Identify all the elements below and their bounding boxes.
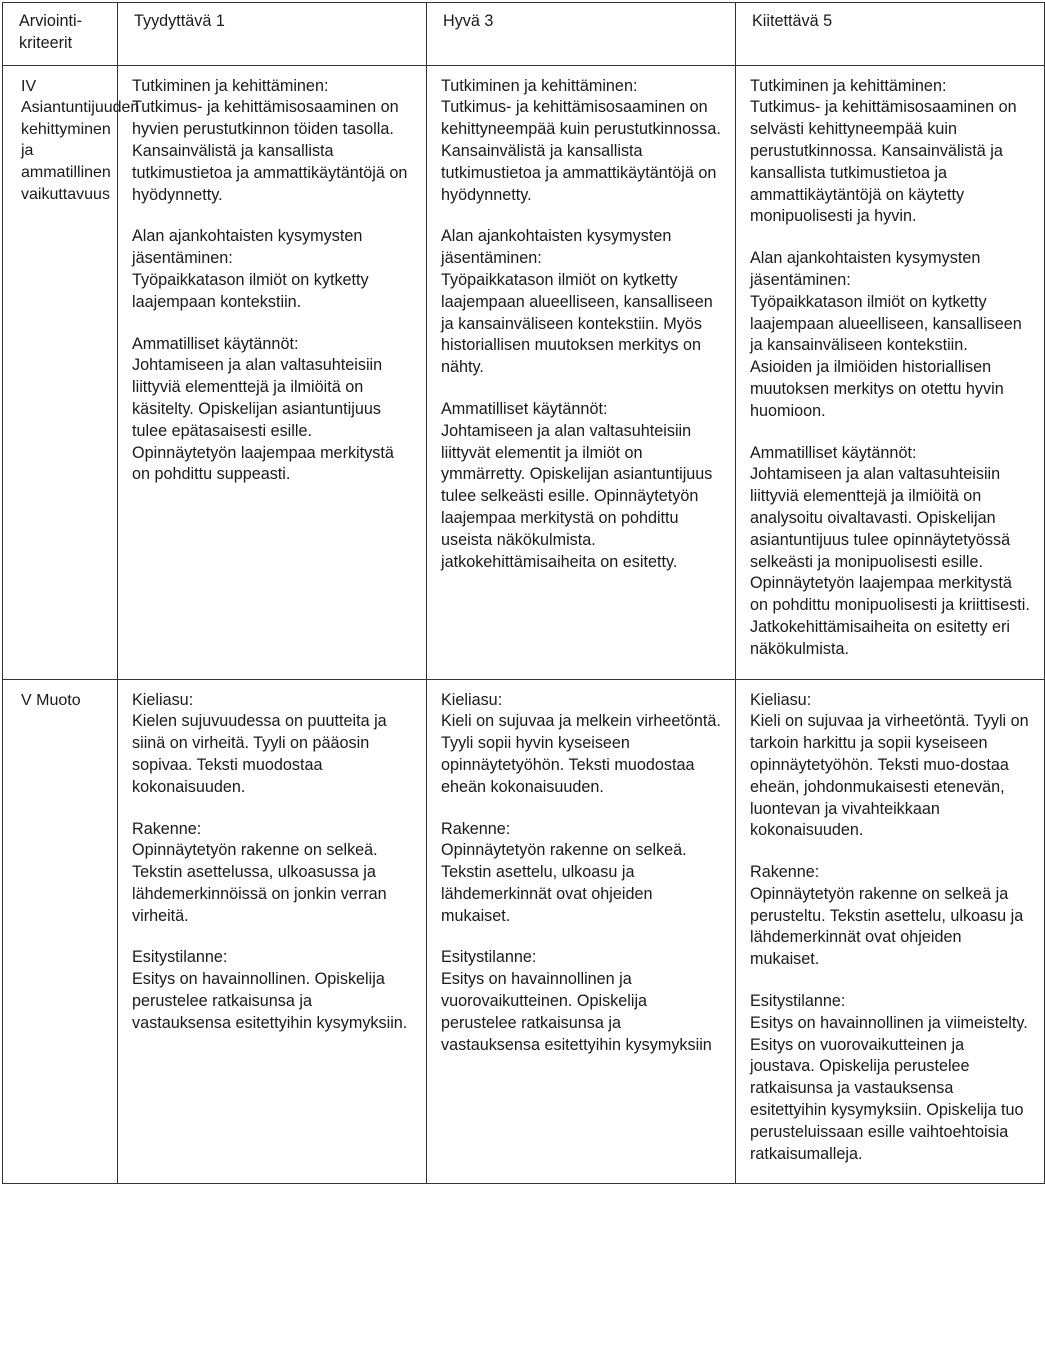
criterion-text: Kieli on sujuvaa ja virheetöntä. Tyyli on tarkoin harkittu ja sopii kyseiseen opinnäytetyöhön. Teksti muo-dostaa eheän, johdonmukaisesti etenevän, luontevan ja vivahteikkaan kokonaisuuden. — [750, 712, 1029, 840]
criterion-block — [750, 248, 1030, 422]
level-header-5: Kiitettävä 5 — [736, 3, 1045, 66]
section-title: V Muoto — [3, 679, 118, 1184]
criterion-text: Tutkimus- ja kehittämisosaaminen on hyvien perustutkinnon töiden tasolla. Kansainvälistä ja kansallista tutkimustietoa ja ammattikäytäntöjä on hyödynnetty. — [132, 98, 408, 204]
criterion-text: Tutkimus- ja kehittämisosaaminen on selvästi kehittyneempää kuin perustutkinnossa. Kansainvälistä ja kansallista tutkimustietoa ja ammattikäytäntöjä on käytetty monipuolisesti ja hyvin. — [750, 98, 1017, 226]
criterion-heading: Kieliasu: — [750, 690, 812, 709]
criterion-text: Esitys on havainnollinen ja vuorovaikutteinen. Opiskelija perustelee ratkaisunsa ja vastauksensa esitettyihin kysymyksiin — [441, 970, 712, 1054]
section-row-v — [3, 679, 1045, 1184]
level-header-3: Hyvä 3 — [427, 3, 736, 66]
criterion-text: Esitys on havainnollinen. Opiskelija perustelee ratkaisunsa ja vastauksensa esitettyihin kysymyksiin. — [132, 970, 408, 1032]
criterion-block — [132, 226, 412, 313]
criterion-heading: Kieliasu: — [441, 690, 503, 709]
criterion-block — [132, 819, 412, 928]
criterion-heading: Ammatilliset käytännöt: — [750, 443, 917, 462]
criterion-heading: Alan ajankohtaisten kysymysten jäsentäminen: — [750, 249, 981, 289]
criterion-text: Johtamiseen ja alan valtasuhteisiin liittyvät elementit ja ilmiöt on ymmärretty. Opiskelijan asiantuntijuus tulee selkeästi esille. Opinnäytetyön laajempaa merkitystä on pohdittu useista näkökulmista. jatkokehittämisaiheita on esitetty. — [441, 421, 713, 571]
section-row-iv — [3, 65, 1045, 679]
criterion-text: Esitys on havainnollinen ja viimeistelty. Esitys on vuorovaikutteinen ja joustava. Opiskelija perustelee ratkaisunsa ja vastauksensa esitettyihin kysymyksiin. Opiskelija tuo perusteluissaan esille vaihtoehtoisia ratkaisumalleja. — [750, 1013, 1028, 1163]
rubric-cell — [118, 65, 427, 679]
criterion-heading: Kieliasu: — [132, 690, 194, 709]
criterion-block — [441, 76, 721, 207]
rubric-cell — [736, 679, 1045, 1184]
criterion-text: Opinnäytetyön rakenne on selkeä. Tekstin asettelu, ulkoasu ja lähdemerkinnät ovat ohjeiden mukaiset. — [441, 841, 687, 925]
criterion-heading: Alan ajankohtaisten kysymysten jäsentäminen: — [132, 227, 363, 268]
criterion-text: Johtamiseen ja alan valtasuhteisiin liittyviä elementtejä ja ilmiöitä on käsitelty. Opiskelijan asiantuntijuus tulee epätasaisesti esille. Opinnäytetyön laajempaa merkitystä on pohdittu suppeasti. — [132, 356, 394, 484]
criterion-block — [441, 399, 721, 573]
criterion-text: Työpaikkatason ilmiöt on kytketty laajempaan kontekstiin. — [132, 270, 369, 311]
criterion-block — [132, 76, 412, 207]
criterion-block — [441, 690, 721, 799]
criterion-block — [750, 862, 1030, 971]
criterion-heading: Tutkiminen ja kehittäminen: — [750, 76, 947, 95]
rubric-cell — [427, 65, 736, 679]
criterion-text: Työpaikkatason ilmiöt on kytketty laajempaan alueelliseen, kansalliseen ja kansainväliseen kontekstiin. Asioiden ja ilmiöiden historiallisen muutoksen merkitys on otettu hyvin huomioon. — [750, 292, 1022, 420]
level-header-1: Tyydyttävä 1 — [118, 3, 427, 66]
criterion-block — [750, 443, 1030, 661]
criterion-text: Johtamiseen ja alan valtasuhteisiin liittyviä elementtejä ja ilmiöitä on analysoitu oivaltavasti. Opiskelijan asiantuntijuus tulee opinnäytetyössä selkeästi ja monipuolisesti esille. Opinnäytetyön laajempaa merkitystä on pohdittu monipuolisesti ja kriittisesti. Jatkokehittämisaiheita on esitetty eri näkökulmista. — [750, 465, 1030, 658]
criterion-block — [132, 947, 412, 1034]
criterion-text: Kielen sujuvuudessa on puutteita ja siinä on virheitä. Tyyli on pääosin sopivaa. Teksti muodostaa kokonaisuuden. — [132, 712, 387, 796]
criterion-block — [750, 76, 1030, 229]
criterion-heading: Rakenne: — [750, 863, 820, 882]
criterion-block — [750, 991, 1030, 1165]
rubric-table — [2, 2, 1045, 1184]
criterion-block — [750, 690, 1030, 843]
criterion-heading: Tutkiminen ja kehittäminen: — [132, 76, 329, 95]
rubric-cell — [427, 679, 736, 1184]
criterion-heading: Rakenne: — [132, 819, 202, 838]
criterion-block — [441, 819, 721, 928]
criterion-block — [441, 226, 721, 379]
rubric-cell — [118, 679, 427, 1184]
criterion-text: Työpaikkatason ilmiöt on kytketty laajempaan alueelliseen, kansalliseen ja kansainväliseen kontekstiin. Myös historiallisen muutoksen merkitys on nähty. — [441, 270, 713, 377]
criterion-heading: Ammatilliset käytännöt: — [132, 334, 299, 353]
criterion-block — [132, 334, 412, 487]
criterion-heading: Esitystilanne: — [750, 992, 846, 1011]
criterion-block — [132, 690, 412, 799]
criterion-heading: Alan ajankohtaisten kysymysten jäsentäminen: — [441, 227, 672, 268]
section-title: IV Asiantuntijuuden kehittyminen ja ammatillinen vaikuttavuus — [3, 65, 118, 679]
criterion-heading: Ammatilliset käytännöt: — [441, 399, 608, 418]
criterion-text: Kieli on sujuvaa ja melkein virheetöntä. Tyyli sopii hyvin kyseiseen opinnäytetyöhön. Teksti muodostaa eheän kokonaisuuden. — [441, 712, 721, 796]
criterion-text: Opinnäytetyön rakenne on selkeä ja perusteltu. Tekstin asettelu, ulkoasu ja lähdemerkinnät ovat ohjeiden mukaiset. — [750, 884, 1024, 969]
criterion-heading: Esitystilanne: — [132, 948, 228, 967]
criteria-header: Arviointi-kriteerit — [3, 3, 118, 66]
criterion-heading: Esitystilanne: — [441, 948, 537, 967]
rubric-cell — [736, 65, 1045, 679]
criterion-heading: Rakenne: — [441, 819, 511, 838]
criterion-text: Tutkimus- ja kehittämisosaaminen on kehittyneempää kuin perustutkinnossa. Kansainvälistä ja kansallista tutkimustietoa ja ammattikäytäntöjä on hyödynnetty. — [441, 98, 721, 204]
criterion-block — [441, 947, 721, 1056]
criterion-heading: Tutkiminen ja kehittäminen: — [441, 76, 638, 95]
header-row — [3, 3, 1045, 66]
criterion-text: Opinnäytetyön rakenne on selkeä. Tekstin asettelussa, ulkoasussa ja lähdemerkinnöissä on jonkin verran virheitä. — [132, 841, 387, 925]
